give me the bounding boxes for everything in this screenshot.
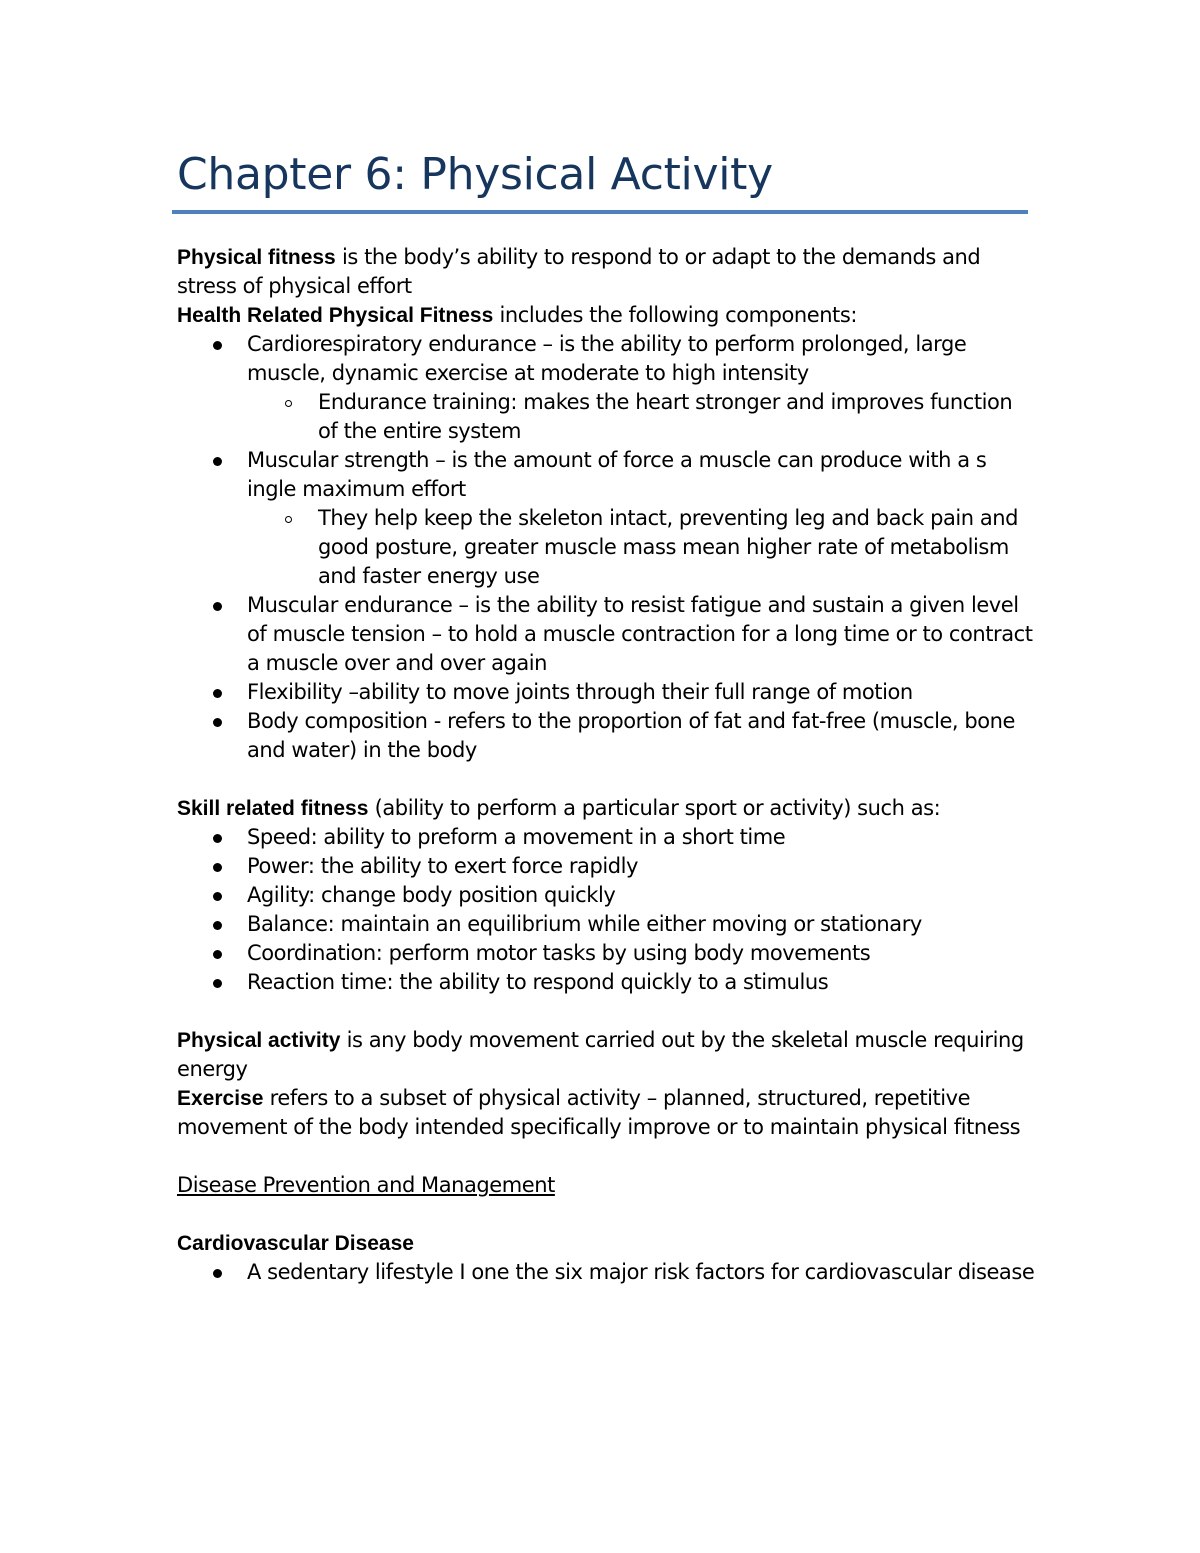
spacer xyxy=(177,1200,1037,1229)
list-item xyxy=(177,678,1037,707)
paragraph-skill-related-fitness xyxy=(177,794,1037,823)
bullet-icon xyxy=(213,863,222,872)
list-item xyxy=(177,1258,1037,1287)
bullet-icon xyxy=(213,718,222,727)
spacer xyxy=(177,765,1037,794)
definition-skill-related-fitness: (ability to perform a particular sport or activity) such as: xyxy=(368,796,941,820)
skill-components-list xyxy=(177,823,1037,997)
hollow-bullet-icon xyxy=(285,516,292,523)
bullet-icon xyxy=(213,892,222,901)
list-item xyxy=(177,823,1037,852)
sub-list-item xyxy=(177,388,1037,446)
list-item-text: Agility: change body position quickly xyxy=(247,883,616,907)
bullet-icon xyxy=(213,602,222,611)
subheading-cardiovascular xyxy=(177,1229,1037,1258)
definition-physical-activity: is any body movement carried out by the skeletal muscle requiring energy xyxy=(177,1028,1024,1081)
list-item-text: Reaction time: the ability to respond quickly to a stimulus xyxy=(247,970,829,994)
list-item-text: Speed: ability to preform a movement in a short time xyxy=(247,825,786,849)
bullet-icon xyxy=(213,921,222,930)
list-item-text: Flexibility –ability to move joints through their full range of motion xyxy=(247,680,913,704)
title-underline-rule xyxy=(172,210,1028,214)
list-item-text: Balance: maintain an equilibrium while either moving or stationary xyxy=(247,912,922,936)
definition-health-related-fitness: includes the following components: xyxy=(493,303,857,327)
page-title: Chapter 6: Physical Activity xyxy=(177,149,773,200)
bullet-icon xyxy=(213,950,222,959)
list-item xyxy=(177,591,1037,678)
list-item xyxy=(177,910,1037,939)
paragraph-health-related-fitness xyxy=(177,301,1037,330)
section-heading: Disease Prevention and Management xyxy=(177,1173,555,1197)
term-physical-activity: Physical activity xyxy=(177,1029,341,1052)
document-body xyxy=(177,243,1037,1287)
list-item-text: Power: the ability to exert force rapidly xyxy=(247,854,638,878)
list-item xyxy=(177,939,1037,968)
list-item xyxy=(177,446,1037,504)
list-item xyxy=(177,330,1037,388)
paragraph-exercise xyxy=(177,1084,1037,1142)
subheading-text: Cardiovascular Disease xyxy=(177,1232,414,1255)
term-physical-fitness: Physical fitness xyxy=(177,246,336,269)
bullet-icon xyxy=(213,457,222,466)
spacer xyxy=(177,1142,1037,1171)
sub-list-item-text: They help keep the skeleton intact, preventing leg and back pain and good posture, greater muscle mass mean higher rate of metabolism and faster energy use xyxy=(318,506,1019,588)
health-components-list xyxy=(177,330,1037,765)
list-item xyxy=(177,881,1037,910)
bullet-icon xyxy=(213,341,222,350)
bullet-icon xyxy=(213,1269,222,1278)
cardiovascular-list xyxy=(177,1258,1037,1287)
bullet-icon xyxy=(213,689,222,698)
list-item-text: Body composition - refers to the proportion of fat and fat-free (muscle, bone and water) in the body xyxy=(247,709,1015,762)
sub-list-item xyxy=(177,504,1037,591)
bullet-icon xyxy=(213,834,222,843)
list-item xyxy=(177,852,1037,881)
term-health-related-fitness: Health Related Physical Fitness xyxy=(177,304,494,327)
spacer xyxy=(177,997,1037,1026)
hollow-bullet-icon xyxy=(285,400,292,407)
definition-exercise: refers to a subset of physical activity – planned, structured, repetitive movement of the body intended specifically improve or to maintain physical fitness xyxy=(177,1086,1021,1139)
list-item xyxy=(177,707,1037,765)
term-skill-related-fitness: Skill related fitness xyxy=(177,797,369,820)
paragraph-physical-fitness xyxy=(177,243,1037,301)
list-item-text: Muscular endurance – is the ability to resist fatigue and sustain a given level of muscle tension – to hold a muscle contraction for a long time or to contract a muscle over and over again xyxy=(247,593,1033,675)
paragraph-physical-activity xyxy=(177,1026,1037,1084)
list-item-text: Coordination: perform motor tasks by using body movements xyxy=(247,941,871,965)
list-item xyxy=(177,968,1037,997)
term-exercise: Exercise xyxy=(177,1087,264,1110)
list-item-text: Cardiorespiratory endurance – is the ability to perform prolonged, large muscle, dynamic exercise at moderate to high intensity xyxy=(247,332,967,385)
bullet-icon xyxy=(213,979,222,988)
list-item-text: A sedentary lifestyle I one the six major risk factors for cardiovascular disease xyxy=(247,1260,1035,1284)
list-item-text: Muscular strength – is the amount of force a muscle can produce with a s ingle maximum effort xyxy=(247,448,987,501)
definition-physical-fitness: is the body’s ability to respond to or adapt to the demands and stress of physical effort xyxy=(177,245,981,298)
sub-list-item-text: Endurance training: makes the heart stronger and improves function of the entire system xyxy=(318,390,1013,443)
